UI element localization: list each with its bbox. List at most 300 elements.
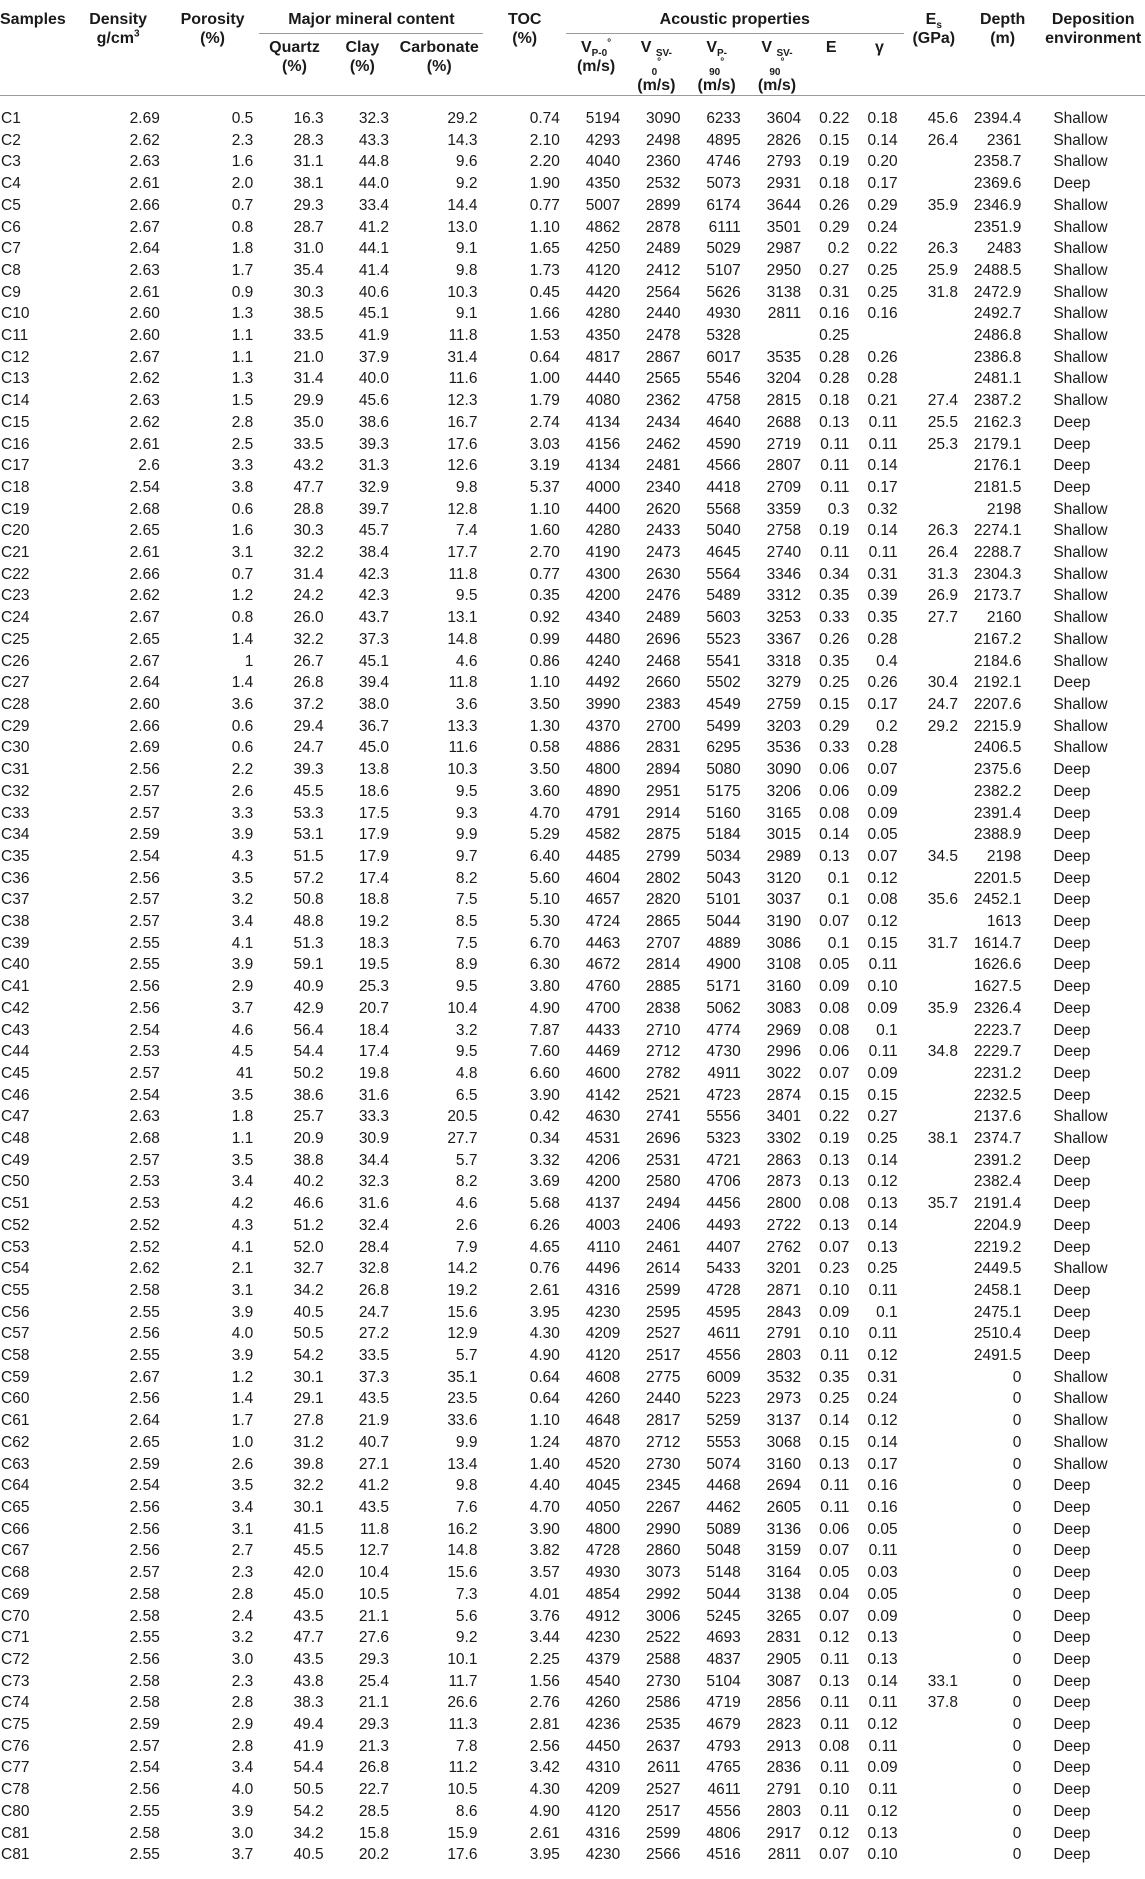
cell-vp0: 4230	[585, 1629, 621, 1647]
cell-vsv0: 2566	[646, 1846, 681, 1864]
cell-density: 2.53	[129, 1173, 160, 1191]
cell-environment: Deep	[1053, 1737, 1091, 1755]
cell-quartz: 54.2	[293, 1347, 324, 1365]
cell-density: 2.63	[129, 261, 160, 279]
cell-e: 0.08	[819, 1737, 850, 1755]
cell-density: 2.54	[129, 1477, 160, 1495]
e-header: E	[825, 39, 837, 56]
cell-quartz: 47.7	[293, 478, 324, 496]
cell-density: 2.56	[129, 1325, 160, 1343]
table-row	[0, 911, 1145, 933]
cell-vp90: 5175	[706, 782, 741, 800]
cell-vp0: 5007	[585, 196, 621, 214]
cell-vp0: 4316	[585, 1824, 621, 1842]
cell-vp0: 4137	[585, 1195, 621, 1213]
cell-environment: Deep	[1053, 1151, 1091, 1169]
cell-vp90: 4837	[706, 1650, 741, 1668]
cell-carbonate: 9.2	[455, 175, 478, 193]
cell-toc: 1.90	[529, 175, 560, 193]
cell-density: 2.62	[129, 370, 160, 388]
cell-vsv90: 3160	[766, 1455, 802, 1473]
cell-environment: Deep	[1053, 1021, 1091, 1039]
cell-vp0: 4886	[585, 739, 621, 757]
cell-porosity: 1.8	[231, 240, 254, 258]
cell-vsv0: 2799	[646, 847, 681, 865]
cell-environment: Shallow	[1053, 153, 1108, 171]
cell-environment: Deep	[1053, 1672, 1091, 1690]
cell-vp0: 4040	[585, 153, 621, 171]
cell-vsv0: 2267	[646, 1499, 681, 1516]
cell-e: 0.26	[819, 196, 850, 214]
cell-porosity: 3.5	[231, 1151, 254, 1169]
cell-gamma: 0.11	[868, 1737, 898, 1755]
cell-es: 31.8	[927, 283, 958, 301]
cell-density: 2.60	[129, 305, 160, 323]
cell-vp90: 5044	[706, 1585, 741, 1603]
cell-toc: 5.68	[529, 1195, 560, 1213]
cell-environment: Deep	[1053, 1043, 1091, 1061]
table-row	[0, 1779, 1145, 1801]
cell-clay: 21.9	[358, 1412, 389, 1430]
cell-depth: 0	[1012, 1477, 1022, 1495]
cell-depth: 1627.5	[973, 978, 1022, 996]
cell-es	[904, 347, 964, 369]
vp90-header: $V_{P-}$ $_{90}$° (m/s)	[697, 39, 736, 94]
cell-carbonate: 5.7	[455, 1347, 478, 1365]
table-row	[0, 1085, 1145, 1107]
cell-depth: 0	[1012, 1759, 1022, 1777]
cell-depth: 2382.2	[973, 782, 1022, 800]
cell-toc: 0.77	[529, 196, 560, 214]
cell-clay: 21.1	[358, 1694, 389, 1712]
cell-e: 0.11	[820, 478, 850, 496]
cell-clay: 27.6	[358, 1629, 389, 1647]
cell-carbonate: 19.2	[447, 1281, 478, 1299]
cell-vsv90: 3159	[766, 1542, 802, 1560]
cell-sample: C30	[1, 739, 30, 757]
cell-vp90: 5259	[706, 1412, 741, 1430]
cell-vsv90: 3346	[766, 565, 802, 583]
cell-quartz: 53.3	[293, 804, 324, 822]
cell-toc: 4.90	[529, 1802, 560, 1820]
cell-vsv0: 2535	[646, 1716, 681, 1734]
cell-quartz: 33.5	[293, 327, 324, 345]
cell-depth: 2288.7	[973, 544, 1022, 562]
cell-vp90: 4556	[706, 1802, 741, 1820]
cell-toc: 3.69	[529, 1173, 560, 1191]
density-header: Density $g/cm^3$	[89, 11, 147, 47]
cell-density: 2.52	[129, 1238, 160, 1256]
cell-gamma: 0.14	[867, 1433, 898, 1451]
cell-carbonate: 27.7	[447, 1130, 478, 1148]
cell-clay: 38.0	[358, 695, 389, 713]
cell-toc: 0.45	[529, 283, 560, 301]
cell-vsv90: 2791	[766, 1781, 802, 1799]
cell-vp0: 4648	[585, 1412, 621, 1430]
cell-environment: Deep	[1053, 804, 1091, 822]
cell-vsv0: 2478	[646, 327, 681, 345]
cell-environment: Deep	[1053, 1585, 1091, 1603]
cell-clay: 38.6	[358, 413, 389, 431]
cell-es	[904, 976, 964, 998]
cell-clay: 41.9	[358, 327, 389, 345]
cell-porosity: 3.6	[231, 695, 254, 713]
cell-sample: C43	[1, 1021, 30, 1039]
cell-environment: Shallow	[1053, 587, 1108, 605]
cell-vsv90: 2987	[766, 240, 802, 258]
cell-clay: 19.5	[358, 956, 389, 974]
table-row	[0, 1801, 1145, 1823]
cell-quartz: 39.8	[293, 1455, 324, 1473]
cell-gamma: 0.12	[867, 869, 898, 887]
cell-toc: 0.86	[529, 652, 560, 670]
cell-quartz: 16.3	[293, 110, 324, 127]
cell-vp0: 4540	[585, 1672, 621, 1690]
cell-environment: Deep	[1053, 1650, 1091, 1668]
cell-depth: 2449.5	[973, 1260, 1022, 1278]
cell-depth: 2483	[986, 240, 1022, 258]
cell-gamma: 0.28	[867, 739, 898, 757]
cell-es	[904, 629, 964, 651]
cell-sample: C24	[1, 609, 30, 627]
cell-carbonate: 17.6	[447, 1846, 478, 1864]
cell-quartz: 28.3	[293, 131, 324, 149]
cell-carbonate: 13.3	[447, 717, 478, 735]
cell-e: 0.1	[827, 891, 850, 909]
cell-gamma: 0.16	[867, 1499, 898, 1516]
cell-vp0: 4700	[585, 999, 621, 1017]
cell-depth: 2179.1	[973, 435, 1022, 453]
cell-carbonate: 8.5	[455, 913, 478, 931]
cell-carbonate: 9.9	[455, 826, 478, 844]
cell-porosity: 3.7	[231, 999, 254, 1017]
cell-vsv90: 2791	[766, 1325, 802, 1343]
cell-toc: 2.74	[529, 413, 560, 431]
cell-vp0: 4142	[585, 1086, 621, 1104]
cell-toc: 6.30	[529, 956, 560, 974]
cell-density: 2.67	[129, 609, 160, 627]
table-row	[0, 1671, 1145, 1693]
table-row	[0, 976, 1145, 998]
cell-vsv90: 2874	[766, 1086, 802, 1104]
cell-environment: Shallow	[1053, 630, 1108, 648]
cell-vsv0: 2817	[646, 1412, 681, 1430]
cell-sample: C58	[1, 1347, 30, 1365]
cell-porosity: 3.8	[231, 478, 254, 496]
table-row	[0, 1692, 1145, 1714]
cell-porosity: 2.2	[231, 761, 254, 779]
cell-vsv0: 2712	[646, 1043, 681, 1061]
cell-quartz: 43.5	[293, 1650, 324, 1668]
cell-depth: 2173.7	[973, 587, 1022, 605]
cell-sample: C64	[1, 1477, 30, 1495]
cell-quartz: 51.3	[293, 934, 324, 952]
cell-vp0: 4463	[585, 934, 621, 952]
cell-vp0: 4110	[586, 1238, 621, 1256]
cell-toc: 5.30	[529, 913, 560, 931]
cell-sample: C49	[1, 1151, 30, 1169]
cell-vsv90: 2803	[766, 1347, 802, 1365]
cell-es: 27.7	[927, 609, 958, 627]
cell-carbonate: 8.2	[455, 869, 478, 887]
cell-toc: 5.29	[529, 826, 560, 844]
cell-clay: 43.5	[358, 1499, 389, 1516]
cell-porosity: 3.3	[231, 457, 254, 475]
cell-vp90: 4730	[706, 1043, 741, 1061]
cell-density: 2.56	[129, 869, 160, 887]
cell-toc: 1.00	[529, 370, 560, 388]
cell-porosity: 2.8	[231, 413, 254, 431]
cell-vp0: 4492	[585, 674, 621, 692]
cell-depth: 2198	[986, 847, 1022, 865]
cell-vp90: 4516	[706, 1846, 741, 1864]
cell-e: 0.25	[819, 1390, 850, 1408]
cell-gamma: 0.13	[867, 1650, 898, 1668]
cell-depth: 0	[1012, 1564, 1022, 1582]
cell-vp0: 4350	[585, 327, 621, 345]
cell-carbonate: 10.5	[447, 1781, 478, 1799]
cell-vp90: 4911	[707, 1064, 741, 1082]
cell-toc: 0.76	[529, 1260, 560, 1278]
cell-es	[904, 303, 964, 325]
cell-carbonate: 3.2	[455, 1021, 478, 1039]
cell-quartz: 38.6	[293, 1086, 324, 1104]
cell-environment: Deep	[1053, 435, 1091, 453]
cell-density: 2.69	[129, 110, 160, 127]
table-row	[0, 672, 1145, 694]
cell-vp0: 4134	[585, 457, 621, 475]
cell-environment: Shallow	[1053, 739, 1108, 757]
cell-es	[904, 868, 964, 890]
cell-depth: 0	[1012, 1455, 1022, 1473]
cell-depth: 2486.8	[973, 327, 1022, 345]
cell-clay: 33.5	[358, 1347, 389, 1365]
cell-carbonate: 14.8	[447, 630, 478, 648]
cell-vp90: 4590	[706, 435, 741, 453]
cell-es	[904, 1606, 964, 1628]
cell-es: 27.4	[927, 392, 958, 410]
cell-es	[904, 1106, 964, 1128]
cell-porosity: 1.4	[231, 630, 254, 648]
table-row	[0, 803, 1145, 825]
cell-environment: Deep	[1053, 1238, 1091, 1256]
cell-vsv0: 2531	[646, 1151, 681, 1169]
cell-porosity: 0.5	[231, 110, 254, 127]
cell-depth: 2181.5	[973, 478, 1022, 496]
cell-vp90: 5104	[706, 1672, 741, 1690]
cell-porosity: 1.6	[231, 153, 254, 171]
cell-e: 0.05	[819, 956, 850, 974]
cell-vsv0: 2660	[646, 674, 681, 692]
cell-environment: Deep	[1053, 1802, 1091, 1820]
cell-es	[904, 1757, 964, 1779]
cell-vp90: 4566	[706, 457, 741, 475]
cell-vsv90: 3359	[766, 500, 802, 518]
cell-environment: Shallow	[1053, 327, 1108, 345]
cell-toc: 0.64	[529, 1390, 560, 1408]
cell-depth: 0	[1012, 1585, 1022, 1603]
cell-quartz: 45.5	[293, 1542, 324, 1560]
cell-clay: 33.4	[358, 196, 389, 214]
cell-quartz: 51.2	[293, 1216, 324, 1234]
cell-depth: 2361	[986, 131, 1022, 149]
cell-quartz: 38.5	[293, 305, 324, 323]
cell-environment: Deep	[1053, 1216, 1091, 1234]
cell-e: 0.31	[819, 283, 850, 301]
cell-density: 2.66	[129, 717, 160, 735]
cell-es: 25.9	[927, 261, 958, 279]
cell-gamma: 0.09	[867, 1607, 898, 1625]
cell-clay: 45.6	[358, 392, 389, 410]
cell-vsv90: 3203	[766, 717, 802, 735]
cell-vp90: 4719	[706, 1694, 741, 1712]
cell-clay: 18.3	[358, 934, 389, 952]
cell-es	[904, 1584, 964, 1606]
cell-clay: 10.4	[358, 1564, 389, 1582]
cell-toc: 2.25	[529, 1650, 560, 1668]
cell-vsv90: 3136	[766, 1520, 802, 1538]
cell-environment: Deep	[1053, 1347, 1091, 1365]
cell-clay: 45.7	[358, 522, 389, 540]
cell-porosity: 1.3	[231, 370, 254, 388]
cell-es	[904, 1540, 964, 1562]
table-row	[0, 303, 1145, 325]
cell-clay: 21.1	[358, 1607, 389, 1625]
cell-environment: Deep	[1053, 1716, 1091, 1734]
cell-environment: Deep	[1053, 1781, 1091, 1799]
cell-gamma: 0.09	[867, 1064, 898, 1082]
cell-carbonate: 7.5	[455, 891, 478, 909]
cell-carbonate: 14.2	[447, 1260, 478, 1278]
cell-vp0: 4190	[585, 544, 621, 562]
cell-density: 2.62	[129, 587, 160, 605]
cell-vp0: 4045	[585, 1477, 621, 1495]
cell-porosity: 1.4	[231, 1390, 254, 1408]
cell-depth: 0	[1012, 1542, 1022, 1560]
cell-density: 2.58	[129, 1281, 160, 1299]
cell-e: 0.18	[819, 392, 850, 410]
cell-depth: 2452.1	[973, 891, 1022, 909]
cell-density: 2.63	[129, 153, 160, 171]
cell-vsv0: 2360	[646, 153, 681, 171]
cell-environment: Shallow	[1053, 283, 1108, 301]
cell-vp90: 5029	[706, 240, 741, 258]
cell-es	[904, 1323, 964, 1345]
cell-vsv90: 3086	[766, 934, 802, 952]
cell-es	[904, 1736, 964, 1758]
cell-sample: C27	[1, 674, 30, 692]
cell-sample: C33	[1, 804, 30, 822]
cell-density: 2.62	[129, 131, 160, 149]
cell-es	[904, 1237, 964, 1259]
cell-toc: 2.81	[529, 1716, 560, 1734]
cell-clay: 34.4	[358, 1151, 389, 1169]
cell-environment: Deep	[1053, 978, 1091, 996]
cell-vsv90: 2740	[766, 544, 802, 562]
cell-quartz: 37.2	[293, 695, 324, 713]
cell-vsv0: 2885	[646, 978, 681, 996]
table-row	[0, 694, 1145, 716]
table-row	[0, 998, 1145, 1020]
cell-quartz: 24.7	[293, 739, 324, 757]
cell-vsv0: 2468	[646, 652, 681, 670]
cell-carbonate: 7.8	[455, 1737, 478, 1755]
cell-depth: 2184.6	[973, 652, 1022, 670]
cell-sample: C18	[1, 478, 30, 496]
cell-sample: C56	[1, 1303, 30, 1321]
cell-vp0: 4440	[585, 370, 621, 388]
cell-vsv0: 2433	[646, 522, 681, 540]
cell-vp0: 4912	[585, 1607, 621, 1625]
cell-vp0: 4230	[585, 1303, 621, 1321]
cell-es	[904, 1150, 964, 1172]
cell-depth: 2219.2	[973, 1238, 1022, 1256]
cell-gamma: 0.4	[876, 652, 898, 670]
cell-vsv0: 2707	[646, 934, 681, 952]
table-row	[0, 1128, 1145, 1150]
cell-clay: 28.4	[358, 1238, 389, 1256]
cell-quartz: 59.1	[293, 956, 324, 974]
cell-depth: 2204.9	[973, 1216, 1022, 1234]
table-row	[0, 1063, 1145, 1085]
cell-carbonate: 10.3	[447, 283, 478, 301]
cell-sample: C66	[1, 1520, 30, 1538]
cell-depth: 0	[1012, 1694, 1022, 1712]
cell-quartz: 47.7	[293, 1629, 324, 1647]
cell-density: 2.59	[129, 826, 160, 844]
cell-sample: C39	[1, 934, 30, 952]
cell-vp0: 4420	[585, 283, 621, 301]
cell-vp90: 5541	[706, 652, 741, 670]
cell-vp0: 4450	[585, 1737, 621, 1755]
cell-environment: Deep	[1053, 674, 1091, 692]
cell-carbonate: 11.8	[448, 674, 478, 692]
cell-vp0: 4310	[585, 1759, 621, 1777]
table-row	[0, 629, 1145, 651]
cell-toc: 2.70	[529, 544, 560, 562]
cell-depth: 2406.5	[973, 739, 1022, 757]
cell-depth: 0	[1012, 1520, 1022, 1538]
cell-vp90: 6017	[706, 348, 741, 366]
cell-vp90: 5148	[706, 1564, 741, 1582]
cell-e: 0.23	[819, 1260, 850, 1278]
cell-sample: C32	[1, 782, 30, 800]
cell-quartz: 53.1	[293, 826, 324, 844]
cell-e: 0.04	[819, 1585, 850, 1603]
cell-density: 2.57	[129, 891, 160, 909]
cell-porosity: 1.8	[231, 1108, 254, 1126]
cell-depth: 2346.9	[973, 196, 1022, 214]
cell-vp0: 4280	[585, 522, 621, 540]
cell-toc: 1.10	[529, 674, 560, 692]
table-header	[0, 0, 1145, 96]
depth-header: Depth (m)	[979, 11, 1026, 47]
cell-density: 2.56	[129, 1390, 160, 1408]
cell-vsv0: 2599	[646, 1281, 681, 1299]
table-row	[0, 1757, 1145, 1779]
cell-toc: 3.50	[529, 695, 560, 713]
cell-clay: 39.3	[358, 435, 389, 453]
cell-clay: 30.9	[358, 1130, 389, 1148]
cell-sample: C28	[1, 695, 30, 713]
cell-sample: C25	[1, 630, 30, 648]
cell-quartz: 32.7	[293, 1260, 324, 1278]
cell-toc: 0.42	[529, 1108, 560, 1126]
cell-gamma: 0.21	[867, 392, 898, 410]
cell-e: 0.10	[819, 1781, 850, 1799]
cell-porosity: 2.3	[231, 1672, 254, 1690]
cell-toc: 3.42	[529, 1759, 560, 1777]
